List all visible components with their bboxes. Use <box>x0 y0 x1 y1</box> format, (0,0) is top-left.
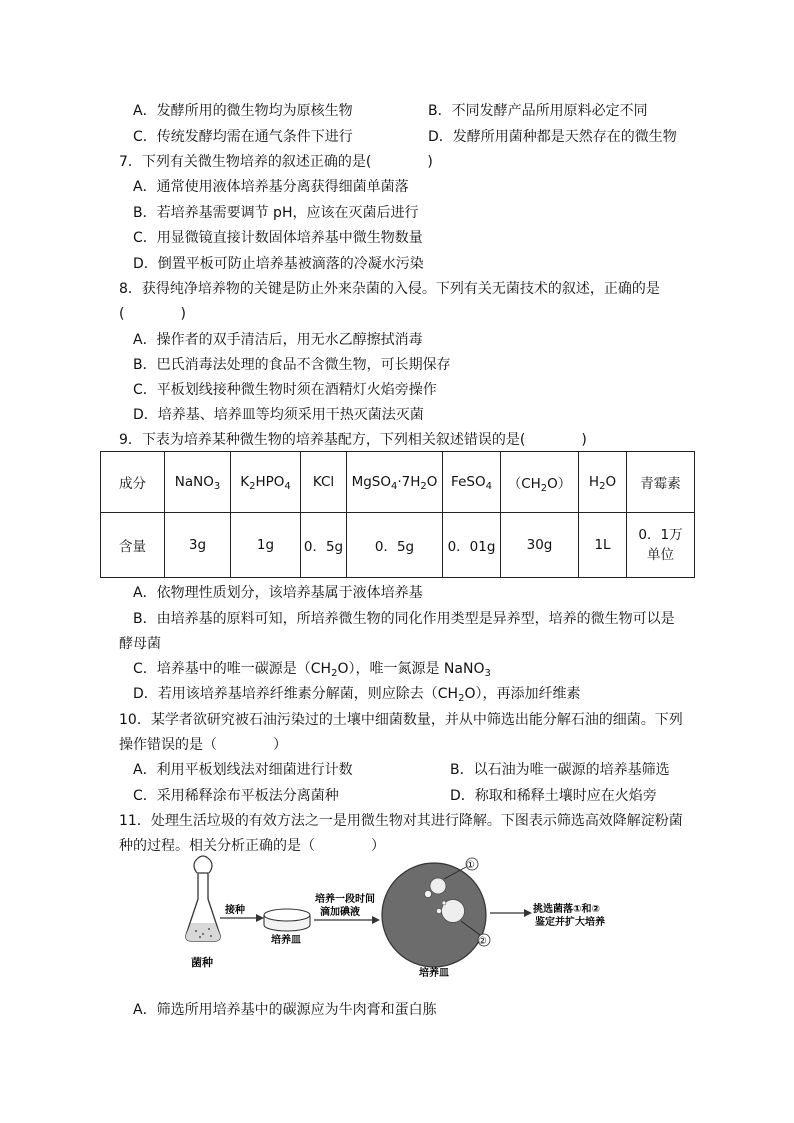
q6-option-d: D．发酵所用菌种都是天然存在的微生物 <box>428 129 677 145</box>
q7-option-b: B．若培养基需要调节 pH，应该在灭菌后进行 <box>133 205 419 221</box>
culture-medium-table <box>100 451 695 578</box>
ingredient-h2o: $H_2O$ <box>579 452 627 513</box>
arrow-inoculate-label: 接种 <box>225 905 245 916</box>
table-row-ingredients <box>101 452 695 513</box>
petri-dish-icon <box>264 909 310 931</box>
ingredient-penicillin: 青霉素 <box>627 452 695 513</box>
colony-1-label: ① <box>466 860 475 871</box>
dish-label: 培养皿 <box>271 935 301 946</box>
q11-option-a: A．筛选所用培养基中的碳源应为牛肉膏和蛋白胨 <box>133 1002 437 1018</box>
q7-option-c: C．用显微镜直接计数固体培养基中微生物数量 <box>133 230 423 246</box>
amount-k2hpo4: 1g <box>231 513 301 578</box>
amount-penicillin: 0．1万 单位 <box>627 513 695 578</box>
amount-ch2o: 30g <box>501 513 579 578</box>
colony-1 <box>430 878 446 894</box>
arrow-culture-label: 培养一段时间 <box>315 894 375 905</box>
q10-stem: 10．某学者欲研究被石油污染过的土壤中细菌数量，并从中筛选出能分解石油的细菌。下列 <box>119 712 683 728</box>
ingredient-kcl: KCl <box>301 452 347 513</box>
result-label-1: 挑选菌落①和② <box>533 904 600 915</box>
amount-h2o: 1L <box>579 513 627 578</box>
q11-stem: 11．处理生活垃圾的有效方法之一是用微生物对其进行降解。下图表示筛选高效降解淀粉菌 <box>119 813 683 829</box>
q10-option-a: A．利用平板划线法对细菌进行计数 <box>133 762 353 778</box>
q8-option-b: B．巴氏消毒法处理的食品不含微生物，可长期保存 <box>133 357 451 373</box>
q9-option-a: A．依物理性质划分，该培养基属于液体培养基 <box>133 585 423 601</box>
q11-stem-continued: 种的过程。相关分析正确的是（ ） <box>119 838 385 854</box>
flask-icon <box>186 856 220 941</box>
ingredient-ch2o: $(CH_2O)$ <box>501 452 579 513</box>
amount-feso4: 0．01g <box>443 513 501 578</box>
q10-option-d: D．称取和稀释土壤时应在火焰旁 <box>450 788 657 804</box>
stained-petri-dish <box>382 863 486 967</box>
big-dish-label: 培养皿 <box>419 968 449 979</box>
q8-stem-continued: ( ) <box>119 306 186 322</box>
q10-stem-continued: 操作错误的是（ ） <box>119 737 287 753</box>
ingredient-mgso4: $MgSO_4\cdot 7H_2O$ <box>347 452 443 513</box>
q10-option-b: B．以石油为唯一碳源的培养基筛选 <box>450 762 670 778</box>
table-row-amounts <box>101 513 695 578</box>
row-label-ingredient: 成分 <box>101 452 165 513</box>
screening-process-diagram <box>180 855 640 985</box>
arrow-iodine-label: 滴加碘液 <box>320 907 360 918</box>
q6-option-a: A．发酵所用的微生物均为原核生物 <box>133 103 353 119</box>
ingredient-nano3: NaNO$_3$ <box>165 452 231 513</box>
ingredient-k2hpo4: $K_2HPO_4$ <box>231 452 301 513</box>
ingredient-feso4: FeSO$_4$ <box>443 452 501 513</box>
q8-option-a: A．操作者的双手清洁后，用无水乙醇擦拭消毒 <box>133 332 423 348</box>
q9-stem: 9．下表为培养某种微生物的培养基配方，下列相关叙述错误的是( ) <box>119 432 587 448</box>
q9-option-b-continued: 酵母菌 <box>119 636 161 652</box>
q10-option-c: C．采用稀释涂布平板法分离菌种 <box>133 788 339 804</box>
result-label-2: 鉴定并扩大培养 <box>535 917 605 928</box>
q9-option-c: C．培养基中的唯一碳源是$(CH_2O)$，唯一氮源是 NaNO$_3$ <box>133 661 491 679</box>
q8-option-c: C．平板划线接种微生物时须在酒精灯火焰旁操作 <box>133 382 437 398</box>
colony-2-label: ② <box>478 936 487 947</box>
flask-label: 菌种 <box>191 956 213 969</box>
q7-stem: 7．下列有关微生物培养的叙述正确的是( ) <box>119 154 433 170</box>
q8-stem: 8．获得纯净培养物的关键是防止外来杂菌的入侵。下列有关无菌技术的叙述，正确的是 <box>119 281 660 297</box>
q6-option-c: C．传统发酵均需在通气条件下进行 <box>133 129 353 145</box>
q9-option-d: D．若用该培养基培养纤维素分解菌，则应除去$(CH_2O)$，再添加纤维素 <box>133 686 581 704</box>
q9-option-b: B．由培养基的原料可知，所培养微生物的同化作用类型是异养型，培养的微生物可以是 <box>133 611 675 627</box>
q7-option-d: D．倒置平板可防止培养基被滴落的冷凝水污染 <box>133 256 424 272</box>
amount-kcl: 0．5g <box>301 513 347 578</box>
amount-nano3: 3g <box>165 513 231 578</box>
q7-option-a: A．通常使用液体培养基分离获得细菌单菌落 <box>133 179 409 195</box>
row-label-amount: 含量 <box>101 513 165 578</box>
q8-option-d: D．培养基、培养皿等均须采用干热灭菌法灭菌 <box>133 407 424 423</box>
q6-option-b: B．不同发酵产品所用原料必定不同 <box>428 103 648 119</box>
amount-mgso4: 0．5g <box>347 513 443 578</box>
